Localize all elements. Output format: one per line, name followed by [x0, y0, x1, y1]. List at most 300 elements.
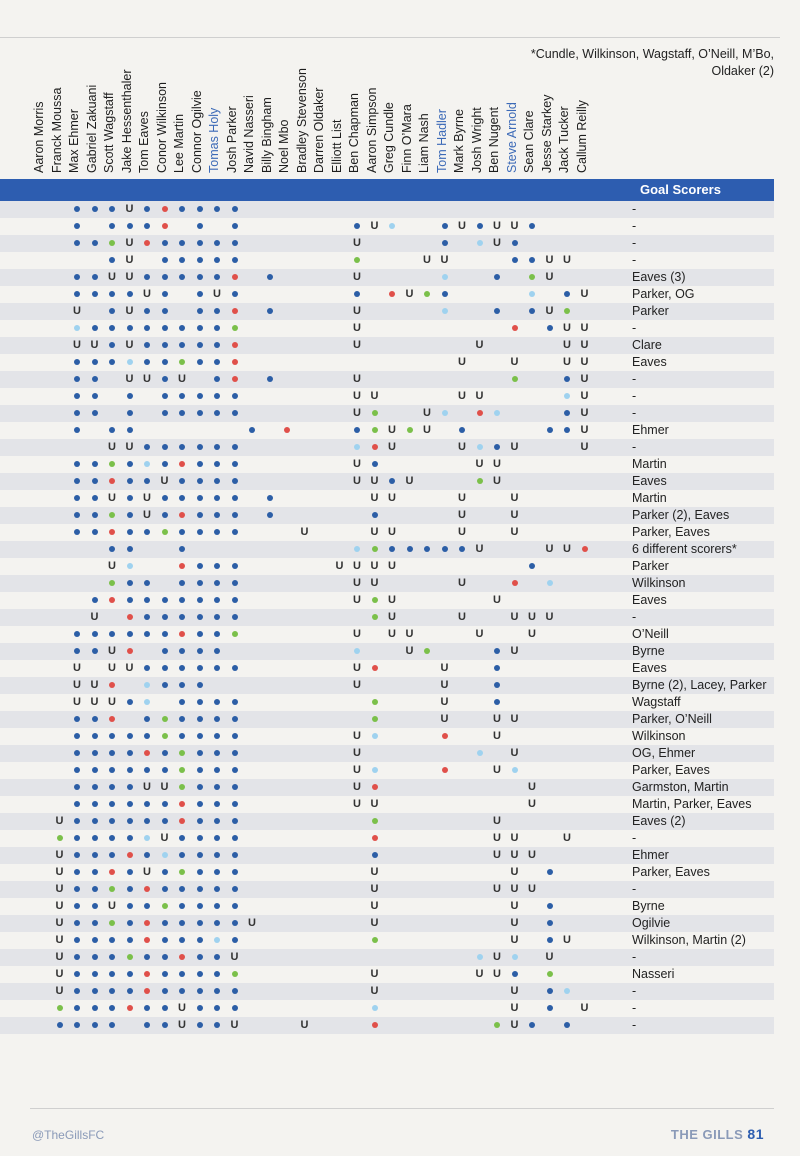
started-dot: [74, 937, 80, 943]
unused-sub-mark: U: [545, 254, 554, 266]
started-dot: [127, 818, 133, 824]
started-dot: [179, 580, 185, 586]
sub-on-dot: [179, 784, 185, 790]
match-row: [0, 915, 774, 932]
used-sub-dot: [127, 563, 133, 569]
sub-on-dot: [494, 1022, 500, 1028]
unused-sub-mark: U: [108, 645, 116, 657]
started-dot: [547, 937, 553, 943]
started-dot: [267, 274, 273, 280]
started-dot: [162, 240, 168, 246]
started-dot: [127, 291, 133, 297]
unused-sub-mark: U: [108, 441, 116, 453]
goal-scorers-cell: -: [632, 831, 637, 845]
started-dot: [547, 869, 553, 875]
started-dot: [197, 291, 203, 297]
started-dot: [197, 988, 203, 994]
sub-on-dot: [232, 631, 238, 637]
started-dot: [109, 223, 115, 229]
player-column-header: Jake Hessenthaler: [119, 69, 134, 173]
used-sub-dot: [477, 444, 483, 450]
started-dot: [74, 648, 80, 654]
unused-sub-mark: U: [388, 560, 396, 572]
started-dot: [92, 274, 98, 280]
unused-sub-mark: U: [528, 611, 536, 623]
sub-on-dot: [232, 971, 238, 977]
started-dot: [127, 427, 133, 433]
started-dot: [162, 495, 168, 501]
started-dot: [74, 512, 80, 518]
started-dot: [197, 529, 203, 535]
started-dot: [494, 444, 500, 450]
unused-sub-mark: U: [108, 492, 116, 504]
unused-sub-mark: U: [55, 900, 64, 912]
started-dot: [214, 206, 220, 212]
player-column-header: Jack Tucker: [557, 106, 571, 173]
unused-sub-mark: U: [388, 594, 396, 606]
sub-off-dot: [144, 988, 150, 994]
sub-on-dot: [109, 240, 115, 246]
started-dot: [74, 818, 80, 824]
sub-off-dot: [109, 869, 115, 875]
started-dot: [144, 597, 150, 603]
player-column-header: Mark Byrne: [452, 109, 466, 173]
started-dot: [162, 920, 168, 926]
match-row: [0, 303, 774, 320]
started-dot: [109, 359, 115, 365]
started-dot: [127, 869, 133, 875]
unused-sub-mark: U: [563, 543, 571, 555]
used-sub-dot: [512, 767, 518, 773]
started-dot: [162, 750, 168, 756]
unused-sub-mark: U: [55, 815, 64, 827]
unused-sub-mark: U: [580, 407, 589, 419]
match-row: [0, 966, 774, 983]
player-column-header: Lee Martin: [172, 113, 186, 173]
unused-sub-mark: U: [493, 815, 501, 827]
unused-sub-mark: U: [90, 611, 99, 623]
unused-sub-mark: U: [528, 798, 536, 810]
sub-off-dot: [582, 546, 588, 552]
unused-sub-mark: U: [510, 849, 519, 861]
unused-sub-mark: U: [90, 679, 99, 691]
goal-scorers-cell: Byrne: [632, 899, 665, 913]
started-dot: [564, 410, 570, 416]
started-dot: [232, 529, 238, 535]
started-dot: [232, 699, 238, 705]
match-row: [0, 371, 774, 388]
started-dot: [162, 444, 168, 450]
sub-off-dot: [232, 342, 238, 348]
started-dot: [494, 665, 500, 671]
goal-scorers-cell: Eaves (3): [632, 270, 686, 284]
used-sub-dot: [529, 291, 535, 297]
started-dot: [547, 903, 553, 909]
started-dot: [529, 1022, 535, 1028]
goal-scorers-cell: -: [632, 253, 637, 267]
started-dot: [214, 665, 220, 671]
unused-sub-mark: U: [388, 611, 396, 623]
started-dot: [232, 920, 238, 926]
match-row: [0, 609, 774, 626]
unused-sub-mark: U: [493, 849, 501, 861]
goal-scorers-cell: -: [632, 984, 637, 998]
unused-sub-mark: U: [335, 560, 344, 572]
started-dot: [179, 529, 185, 535]
started-dot: [214, 257, 220, 263]
started-dot: [162, 988, 168, 994]
unused-sub-mark: U: [493, 237, 501, 249]
started-dot: [127, 325, 133, 331]
used-sub-dot: [214, 937, 220, 943]
started-dot: [74, 869, 80, 875]
started-dot: [127, 903, 133, 909]
sub-off-dot: [179, 954, 185, 960]
started-dot: [232, 750, 238, 756]
unused-sub-mark: U: [563, 832, 571, 844]
started-dot: [127, 784, 133, 790]
unused-sub-mark: U: [230, 1019, 239, 1031]
unused-sub-mark: U: [55, 968, 64, 980]
started-dot: [162, 971, 168, 977]
started-dot: [92, 835, 98, 841]
match-row: [0, 490, 774, 507]
unused-sub-mark: U: [440, 713, 449, 725]
goal-scorers-cell: Parker (2), Eaves: [632, 508, 730, 522]
sub-on-dot: [179, 750, 185, 756]
started-dot: [389, 546, 395, 552]
started-dot: [74, 988, 80, 994]
unused-sub-mark: U: [353, 237, 361, 249]
unused-sub-mark: U: [580, 373, 589, 385]
player-column-header: Billy Bingham: [259, 97, 274, 173]
started-dot: [197, 903, 203, 909]
started-dot: [92, 393, 98, 399]
player-column-header: Conor Wilkinson: [154, 81, 169, 173]
unused-sub-mark: U: [90, 696, 99, 708]
goal-scorers-cell: Nasseri: [632, 967, 675, 981]
started-dot: [232, 733, 238, 739]
started-dot: [232, 801, 238, 807]
started-dot: [74, 886, 80, 892]
started-dot: [232, 257, 238, 263]
player-column-header: Ben Chapman: [347, 93, 361, 173]
match-row: [0, 201, 774, 218]
started-dot: [92, 767, 98, 773]
match-row: [0, 983, 774, 1000]
started-dot: [162, 818, 168, 824]
started-dot: [162, 308, 168, 314]
started-dot: [179, 206, 185, 212]
started-dot: [127, 495, 133, 501]
player-column-header: Tom Eaves: [137, 111, 151, 173]
started-dot: [197, 580, 203, 586]
match-row: [0, 337, 774, 354]
unused-sub-mark: U: [248, 917, 256, 929]
started-dot: [214, 733, 220, 739]
started-dot: [144, 444, 150, 450]
started-dot: [74, 852, 80, 858]
unused-sub-mark: U: [493, 764, 501, 776]
unused-sub-mark: U: [300, 526, 309, 538]
sub-off-dot: [144, 920, 150, 926]
unused-sub-mark: U: [143, 509, 151, 521]
sub-off-dot: [284, 427, 290, 433]
started-dot: [232, 512, 238, 518]
used-sub-dot: [547, 580, 553, 586]
started-dot: [424, 546, 430, 552]
started-dot: [127, 886, 133, 892]
started-dot: [74, 206, 80, 212]
unused-sub-mark: U: [353, 390, 361, 402]
started-dot: [232, 903, 238, 909]
unused-sub-mark: U: [353, 373, 361, 385]
started-dot: [197, 444, 203, 450]
started-dot: [267, 376, 273, 382]
match-row: [0, 252, 774, 269]
started-dot: [127, 971, 133, 977]
started-dot: [179, 971, 185, 977]
started-dot: [144, 274, 150, 280]
started-dot: [197, 818, 203, 824]
unused-sub-mark: U: [178, 1002, 186, 1014]
started-dot: [144, 716, 150, 722]
sub-off-dot: [232, 359, 238, 365]
started-dot: [232, 818, 238, 824]
player-column-header: Bradley Stevenson: [294, 68, 309, 173]
started-dot: [214, 444, 220, 450]
unused-sub-mark: U: [125, 662, 134, 674]
started-dot: [74, 495, 80, 501]
started-dot: [109, 784, 115, 790]
player-column-header: Callum Reilly: [574, 100, 589, 173]
started-dot: [162, 393, 168, 399]
player-column-header: Liam Nash: [417, 113, 431, 173]
goal-scorers-cell: -: [632, 440, 637, 454]
started-dot: [214, 461, 220, 467]
match-row: [0, 439, 774, 456]
started-dot: [162, 869, 168, 875]
sub-off-dot: [109, 478, 115, 484]
unused-sub-mark: U: [475, 458, 484, 470]
started-dot: [494, 648, 500, 654]
started-dot: [197, 750, 203, 756]
match-row: [0, 898, 774, 915]
started-dot: [372, 852, 378, 858]
started-dot: [564, 427, 570, 433]
started-dot: [92, 988, 98, 994]
unused-sub-mark: U: [370, 866, 379, 878]
started-dot: [179, 495, 185, 501]
started-dot: [477, 223, 483, 229]
started-dot: [179, 393, 185, 399]
started-dot: [92, 512, 98, 518]
started-dot: [162, 767, 168, 773]
started-dot: [74, 835, 80, 841]
unused-sub-mark: U: [493, 220, 501, 232]
sub-off-dot: [372, 1022, 378, 1028]
brand-name: THE GILLS: [670, 1127, 744, 1142]
started-dot: [529, 223, 535, 229]
started-dot: [564, 291, 570, 297]
unused-sub-mark: U: [388, 526, 396, 538]
match-row: [0, 524, 774, 541]
unused-sub-mark: U: [458, 356, 466, 368]
sub-on-dot: [354, 257, 360, 263]
unused-sub-mark: U: [458, 526, 466, 538]
started-dot: [127, 631, 133, 637]
started-dot: [232, 461, 238, 467]
sub-off-dot: [127, 648, 133, 654]
unused-sub-mark: U: [510, 985, 519, 997]
unused-sub-mark: U: [475, 339, 484, 351]
unused-sub-mark: U: [300, 1019, 309, 1031]
goal-scorers-heading: Goal Scorers: [640, 182, 721, 197]
started-dot: [547, 988, 553, 994]
started-dot: [494, 308, 500, 314]
unused-sub-mark: U: [493, 594, 501, 606]
sub-on-dot: [372, 410, 378, 416]
started-dot: [162, 937, 168, 943]
unused-sub-mark: U: [510, 1019, 519, 1031]
unused-sub-mark: U: [125, 271, 134, 283]
player-column-header: Jesse Starkey: [539, 94, 554, 173]
goal-scorers-cell: -: [632, 321, 637, 335]
player-column-header: Scott Wagstaff: [102, 92, 116, 173]
goal-scorers-cell: Wagstaff: [632, 695, 681, 709]
sub-off-dot: [144, 886, 150, 892]
started-dot: [232, 291, 238, 297]
started-dot: [74, 920, 80, 926]
started-dot: [214, 359, 220, 365]
started-dot: [109, 427, 115, 433]
started-dot: [197, 325, 203, 331]
started-dot: [144, 614, 150, 620]
match-row: [0, 1000, 774, 1017]
sub-on-dot: [547, 971, 553, 977]
started-dot: [197, 920, 203, 926]
unused-sub-mark: U: [108, 900, 116, 912]
goal-scorers-cell: -: [632, 236, 637, 250]
started-dot: [109, 835, 115, 841]
unused-sub-mark: U: [405, 475, 414, 487]
unused-sub-mark: U: [73, 696, 81, 708]
started-dot: [92, 597, 98, 603]
unused-sub-mark: U: [580, 322, 589, 334]
started-dot: [109, 818, 115, 824]
match-row: [0, 575, 774, 592]
started-dot: [214, 767, 220, 773]
started-dot: [127, 512, 133, 518]
started-dot: [197, 1022, 203, 1028]
unused-sub-mark: U: [370, 968, 379, 980]
sub-off-dot: [512, 325, 518, 331]
unused-sub-mark: U: [510, 509, 519, 521]
started-dot: [232, 478, 238, 484]
started-dot: [267, 308, 273, 314]
started-dot: [179, 325, 185, 331]
started-dot: [144, 1005, 150, 1011]
used-sub-dot: [74, 325, 80, 331]
sub-off-dot: [389, 291, 395, 297]
unused-sub-mark: U: [493, 475, 501, 487]
started-dot: [127, 223, 133, 229]
started-dot: [74, 631, 80, 637]
started-dot: [92, 325, 98, 331]
started-dot: [232, 886, 238, 892]
started-dot: [144, 631, 150, 637]
unused-sub-mark: U: [493, 832, 501, 844]
started-dot: [127, 461, 133, 467]
started-dot: [197, 478, 203, 484]
started-dot: [144, 801, 150, 807]
unused-sub-mark: U: [143, 866, 151, 878]
started-dot: [109, 308, 115, 314]
match-row: [0, 949, 774, 966]
started-dot: [127, 393, 133, 399]
started-dot: [197, 563, 203, 569]
started-dot: [197, 767, 203, 773]
started-dot: [162, 359, 168, 365]
unused-sub-mark: U: [580, 288, 589, 300]
started-dot: [197, 240, 203, 246]
started-dot: [232, 393, 238, 399]
started-dot: [547, 920, 553, 926]
sub-off-dot: [162, 223, 168, 229]
started-dot: [109, 546, 115, 552]
started-dot: [197, 784, 203, 790]
unused-sub-mark: U: [353, 458, 361, 470]
sub-off-dot: [162, 206, 168, 212]
started-dot: [214, 784, 220, 790]
started-dot: [162, 682, 168, 688]
started-dot: [214, 971, 220, 977]
sub-off-dot: [477, 410, 483, 416]
unused-sub-mark: U: [370, 917, 379, 929]
started-dot: [529, 308, 535, 314]
goal-scorers-cell: Wilkinson: [632, 576, 686, 590]
started-dot: [92, 937, 98, 943]
unused-sub-mark: U: [353, 781, 361, 793]
started-dot: [144, 529, 150, 535]
sub-on-dot: [512, 376, 518, 382]
started-dot: [197, 512, 203, 518]
sub-off-dot: [127, 1005, 133, 1011]
started-dot: [214, 274, 220, 280]
started-dot: [162, 648, 168, 654]
started-dot: [214, 614, 220, 620]
started-dot: [162, 512, 168, 518]
match-row: [0, 813, 774, 830]
sub-on-dot: [372, 699, 378, 705]
match-row: [0, 507, 774, 524]
started-dot: [197, 342, 203, 348]
player-column-header: Ben Nugent: [487, 106, 501, 173]
started-dot: [92, 750, 98, 756]
match-row: [0, 218, 774, 235]
started-dot: [162, 274, 168, 280]
player-column-header: Tomas Holy: [207, 107, 221, 173]
started-dot: [232, 223, 238, 229]
started-dot: [179, 852, 185, 858]
unused-sub-mark: U: [440, 679, 449, 691]
unused-sub-mark: U: [475, 390, 484, 402]
sub-off-dot: [372, 444, 378, 450]
started-dot: [214, 699, 220, 705]
unused-sub-mark: U: [510, 492, 519, 504]
goal-scorers-cell: OG, Ehmer: [632, 746, 696, 760]
unused-sub-mark: U: [353, 798, 361, 810]
